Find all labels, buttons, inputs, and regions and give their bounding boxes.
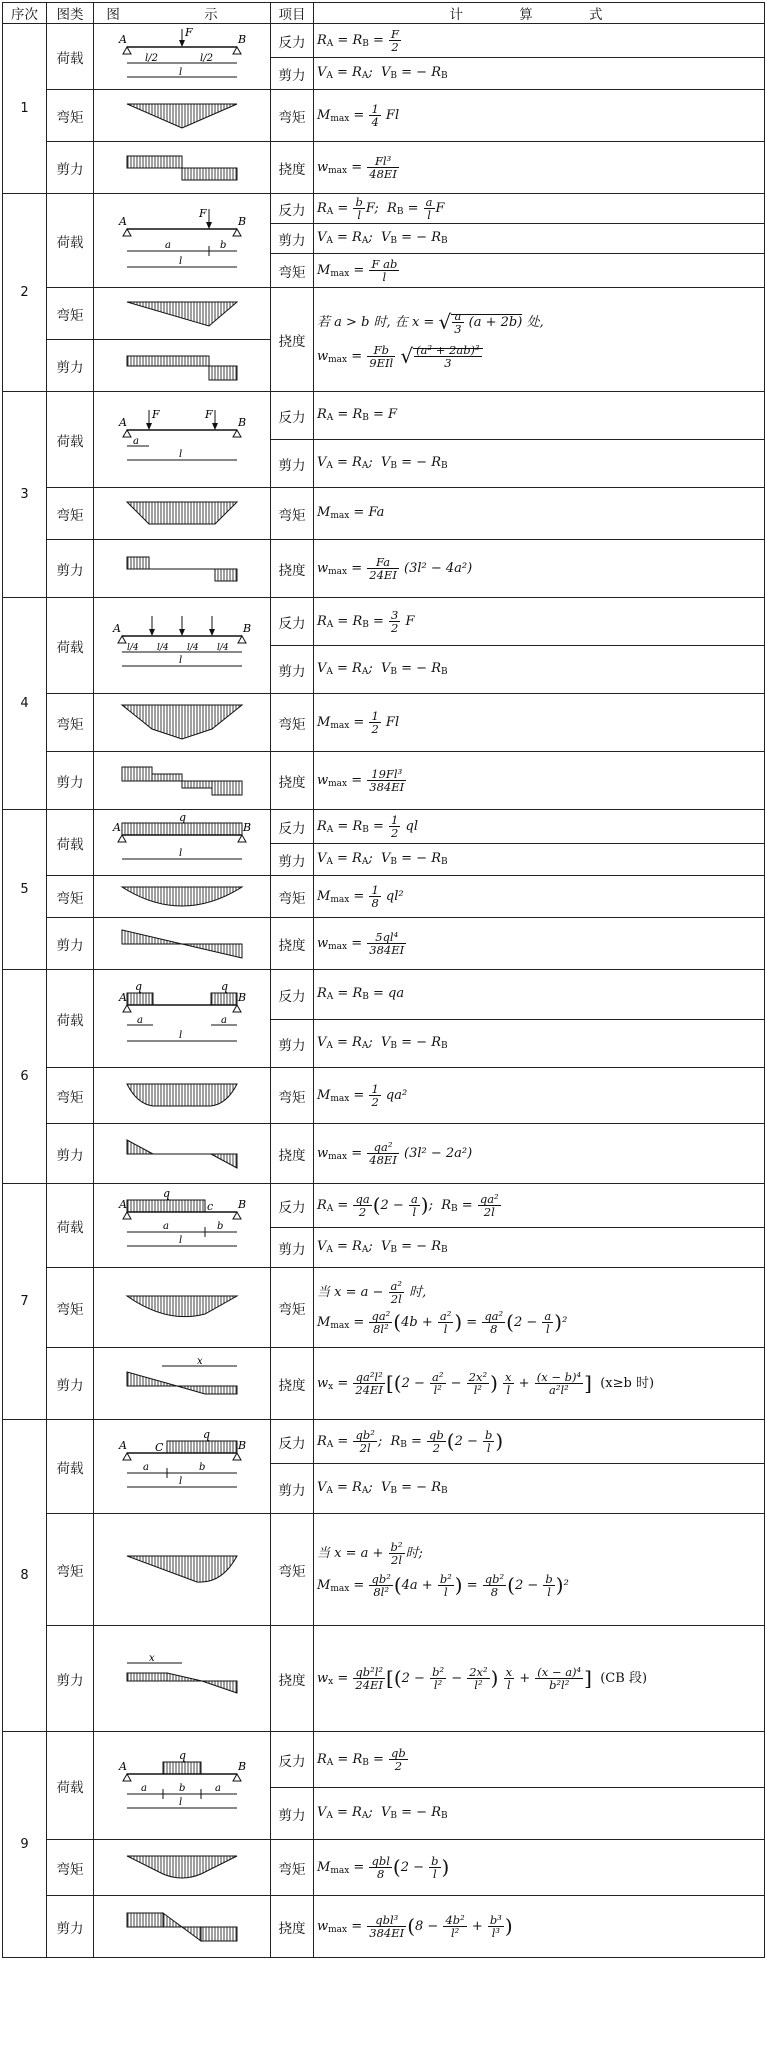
table-row: [3, 876, 765, 918]
formula-shear: $V_A = R_A$; $V_B$ = − $R_B$: [314, 440, 765, 488]
item-defl: 挠度: [271, 142, 314, 194]
cat-shear: 剪力: [47, 540, 94, 598]
formula-react: $R_A = R_B$ = $\frac{F}{2}$: [314, 24, 765, 58]
row-number: 7: [3, 1184, 47, 1420]
table-row: [3, 1626, 765, 1732]
table-row: [3, 1068, 765, 1124]
defl-note: (CB 段): [600, 1671, 648, 1686]
item-shear: 剪力: [271, 1788, 314, 1840]
label-F: F: [152, 407, 160, 421]
label-A: A: [113, 820, 121, 834]
item-defl: 挠度: [271, 288, 314, 392]
label-a: a: [215, 1782, 221, 1794]
label-b: b: [199, 1461, 206, 1473]
item-moment: 弯矩: [271, 1840, 314, 1896]
row-number: 2: [3, 194, 47, 392]
item-moment: 弯矩: [271, 1268, 314, 1348]
formula-moment: $M_{max}$ = $\frac{1}{8}$ ql²: [314, 876, 765, 918]
formula-shear: $V_A = R_A$; $V_B$ = − $R_B$: [314, 646, 765, 694]
formula-moment: $M_{max} = Fa$: [314, 488, 765, 540]
cat-load: 荷载: [47, 970, 94, 1068]
label-l4: l/4: [217, 642, 229, 653]
cat-load: 荷载: [47, 810, 94, 876]
label-q: q: [179, 1748, 187, 1762]
table-row: [3, 918, 765, 970]
load-diagram: [94, 810, 271, 876]
formula-shear: $V_A = R_A$; $V_B$ = − $R_B$: [314, 224, 765, 254]
item-react: 反力: [271, 598, 314, 646]
item-react: 反力: [271, 970, 314, 1020]
moment-diagram: [94, 90, 271, 142]
label-C: C: [155, 1440, 164, 1454]
formula-moment: $M_{max}$ = $\frac{\text{F ab}}{l}$: [314, 254, 765, 288]
table-row: [3, 1420, 765, 1464]
formula-moment: $M_{max}$ = $\frac{\text{qbl}}{8}$ (2 − $\frac{b}{l}$ ): [314, 1840, 765, 1896]
formula-shear: $V_A = R_A$; $V_B$ = − $R_B$: [314, 58, 765, 90]
table-row: [3, 810, 765, 844]
label-B: B: [243, 820, 252, 834]
label-B: B: [238, 32, 247, 46]
formula-react: $R_A$ = $\frac{qa}{2}$ (2 − $\frac{a}{l}$ ); $R_B$ = $\frac{\text{qa²}}{2l}$: [314, 1184, 765, 1228]
load-diagram: [94, 598, 271, 694]
row-number: 5: [3, 810, 47, 970]
table-row: [3, 1124, 765, 1184]
label-b: b: [179, 1782, 186, 1794]
label-l: l: [179, 1234, 183, 1246]
defl-note: (x≥b 时): [600, 1376, 655, 1391]
cat-load: 荷载: [47, 24, 94, 90]
formula-react: $R_A = R_B$ = $\frac{1}{2}$ ql: [314, 810, 765, 844]
cat-moment: 弯矩: [47, 694, 94, 752]
formula-shear: $V_A = R_A$; $V_B$ = − $R_B$: [314, 1464, 765, 1514]
label-A: A: [119, 415, 127, 429]
formula-defl: $w_{max}$ = $\frac{\text{qbl³}}{384EI}$ (8 − $\frac{\text{4b²}}{\text{l²}}$ + $\frac{\text{b³}}{\text{l³}}$ ): [314, 1896, 765, 1958]
formula-react: $R_A$ = $\frac{\text{qb²}}{2l}$ ; $R_B$ = $\frac{qb}{2}$ (2 − $\frac{b}{l}$ ): [314, 1420, 765, 1464]
formula-shear: $V_A = R_A$; $V_B$ = − $R_B$: [314, 1788, 765, 1840]
label-q: q: [203, 1428, 211, 1441]
item-react: 反力: [271, 1184, 314, 1228]
cat-load: 荷载: [47, 1184, 94, 1268]
cat-shear: 剪力: [47, 340, 94, 392]
formula-react: $R_A = R_B$ = $\frac{qb}{2}$: [314, 1732, 765, 1788]
load-diagram: [94, 392, 271, 488]
item-moment: 弯矩: [271, 876, 314, 918]
header-seq: 序次: [3, 3, 47, 24]
label-l: l: [179, 66, 183, 78]
moment-diagram: [94, 1068, 271, 1124]
label-l: l: [179, 847, 183, 859]
label-B: B: [238, 1759, 247, 1773]
shear-diagram: [94, 142, 271, 194]
label-q: q: [221, 979, 229, 993]
label-A: A: [119, 32, 127, 46]
table-header: [3, 3, 765, 24]
item-defl: 挠度: [271, 918, 314, 970]
item-defl: 挠度: [271, 1124, 314, 1184]
item-defl: 挠度: [271, 1348, 314, 1420]
item-shear: 剪力: [271, 440, 314, 488]
label-F: F: [199, 206, 207, 220]
header-formula: 计 算 式: [314, 3, 765, 24]
table-row: [3, 1732, 765, 1788]
table-row: [3, 194, 765, 224]
shear-diagram: [94, 752, 271, 810]
cat-moment: 弯矩: [47, 1840, 94, 1896]
label-b: b: [220, 239, 227, 251]
cat-moment: 弯矩: [47, 1068, 94, 1124]
item-moment: 弯矩: [271, 488, 314, 540]
label-B: B: [238, 1438, 247, 1452]
formula-defl: $w_{max}$ = $\frac{\text{Fl³}}{48EI}$: [314, 142, 765, 194]
table-row: [3, 1896, 765, 1958]
label-l4: l/4: [187, 642, 199, 653]
table-row: [3, 694, 765, 752]
label-q: q: [179, 812, 187, 824]
header-diagram: 图 示: [94, 3, 271, 24]
cat-load: 荷载: [47, 1732, 94, 1840]
cat-shear: 剪力: [47, 1124, 94, 1184]
formula-defl: $w_{max}$ = $\frac{\text{19Fl³}}{384EI}$: [314, 752, 765, 810]
label-A: A: [113, 621, 121, 635]
item-shear: 剪力: [271, 646, 314, 694]
table-row: [3, 288, 765, 340]
shear-diagram: [94, 540, 271, 598]
label-q: q: [163, 1187, 171, 1200]
item-defl: 挠度: [271, 540, 314, 598]
row-number: 8: [3, 1420, 47, 1732]
item-shear: 剪力: [271, 224, 314, 254]
formula-defl: $w_{max}$ = $\frac{Fa}{24EI}$ (3l² − 4a²): [314, 540, 765, 598]
formula-defl: $w_{max}$ = $\frac{\text{5ql⁴}}{384EI}$: [314, 918, 765, 970]
label-l: l: [179, 448, 183, 460]
item-defl: 挠度: [271, 752, 314, 810]
formula-defl: 若 a > b 时, 在 x = √ $\frac{a}{3}$ (a + 2b) 处, $w_{max}$ = $\frac{Fb}{\text{9EIl}}$ √ $\frac{\text{(a² + 2ab)³}}{3}$: [314, 288, 765, 392]
header-item: 项目: [271, 3, 314, 24]
moment-diagram: [94, 1840, 271, 1896]
label-l2: l/2: [200, 52, 213, 64]
shear-diagram: [94, 1626, 271, 1732]
item-react: 反力: [271, 24, 314, 58]
table-row: [3, 1268, 765, 1348]
label-a: a: [143, 1461, 149, 1473]
shear-diagram: [94, 340, 271, 392]
cat-load: 荷载: [47, 1420, 94, 1514]
item-react: 反力: [271, 1732, 314, 1788]
label-l: l: [179, 255, 183, 267]
formula-defl: $w_x$ = $\frac{\text{qb²l²}}{24EI}$ [(2 − $\frac{\text{b²}}{\text{l²}}$ − $\frac{\text{2x²}}{\text{l²}}$ ) $\frac{x}{l}$ + $\frac{\text{(x − a)⁴}}{\text{b²l²}}$ ] (CB 段): [314, 1626, 765, 1732]
item-moment: 弯矩: [271, 1068, 314, 1124]
formula-react: $R_A = R_B = F$: [314, 392, 765, 440]
label-B: B: [238, 415, 247, 429]
label-l: l: [179, 1796, 183, 1808]
label-x: x: [197, 1355, 203, 1367]
table-row: [3, 24, 765, 58]
table-row: [3, 970, 765, 1020]
table-row: [3, 752, 765, 810]
label-a: a: [163, 1220, 169, 1232]
cat-shear: 剪力: [47, 1626, 94, 1732]
cat-shear: 剪力: [47, 752, 94, 810]
header-cat: 图类: [47, 3, 94, 24]
cat-load: 荷载: [47, 392, 94, 488]
table-row: [3, 1840, 765, 1896]
cat-moment: 弯矩: [47, 288, 94, 340]
label-a: a: [221, 1014, 227, 1026]
formula-moment: 当 x = a − $\frac{\text{a²}}{2l}$ 时, $M_{max}$ = $\frac{\text{qa²}}{\text{8l²}}$ (4b + $\frac{\text{a²}}{l}$ ) = $\frac{\text{qa²}}{8}$ (2 − $\frac{a}{l}$ )²: [314, 1268, 765, 1348]
table-row: [3, 392, 765, 440]
table-row: [3, 142, 765, 194]
item-moment: 弯矩: [271, 694, 314, 752]
row-number: 6: [3, 970, 47, 1184]
formula-moment: $M_{max}$ = $\frac{1}{4}$ Fl: [314, 90, 765, 142]
item-defl: 挠度: [271, 1896, 314, 1958]
item-shear: 剪力: [271, 58, 314, 90]
row-number: 9: [3, 1732, 47, 1958]
cat-load: 荷载: [47, 194, 94, 288]
label-F: F: [185, 26, 193, 39]
label-A: A: [119, 1438, 127, 1452]
label-a: a: [133, 435, 139, 447]
cat-moment: 弯矩: [47, 488, 94, 540]
item-react: 反力: [271, 194, 314, 224]
item-shear: 剪力: [271, 844, 314, 876]
cat-shear: 剪力: [47, 918, 94, 970]
formula-shear: $V_A = R_A$; $V_B$ = − $R_B$: [314, 1228, 765, 1268]
item-react: 反力: [271, 1420, 314, 1464]
moment-diagram: [94, 488, 271, 540]
formula-defl: $w_{max}$ = $\frac{\text{qa²}}{48EI}$ (3l² − 2a²): [314, 1124, 765, 1184]
formula-react: $R_A = R_B$ = $\frac{3}{2}$ F: [314, 598, 765, 646]
item-react: 反力: [271, 810, 314, 844]
load-diagram: [94, 1732, 271, 1840]
row-number: 4: [3, 598, 47, 810]
load-diagram: [94, 1184, 271, 1268]
item-shear: 剪力: [271, 1228, 314, 1268]
load-diagram: [94, 970, 271, 1068]
label-a: a: [137, 1014, 143, 1026]
item-shear: 剪力: [271, 1464, 314, 1514]
formula-moment: $M_{max}$ = $\frac{1}{2}$ qa²: [314, 1068, 765, 1124]
table-row: [3, 1348, 765, 1420]
cat-shear: 剪力: [47, 1896, 94, 1958]
table-row: [3, 488, 765, 540]
formula-react: $R_A$ = $\frac{b}{l}$ F; $R_B$ = $\frac{a}{l}$ F: [314, 194, 765, 224]
label-b: b: [217, 1220, 224, 1232]
moment-diagram: [94, 1268, 271, 1348]
label-B: B: [238, 214, 247, 228]
table-row: [3, 1184, 765, 1228]
cat-moment: 弯矩: [47, 1268, 94, 1348]
formula-defl: $w_x$ = $\frac{\text{qa²l²}}{24EI}$ [(2 − $\frac{\text{a²}}{\text{l²}}$ − $\frac{\text{2x²}}{\text{l²}}$ ) $\frac{x}{l}$ + $\frac{\text{(x − b)⁴}}{\text{a²l²}}$ ] (x≥b 时): [314, 1348, 765, 1420]
item-moment: 弯矩: [271, 254, 314, 288]
label-B: B: [238, 1197, 247, 1211]
label-F: F: [205, 407, 213, 421]
formula-shear: $V_A = R_A$; $V_B$ = − $R_B$: [314, 1020, 765, 1068]
item-moment: 弯矩: [271, 1514, 314, 1626]
moment-diagram: [94, 694, 271, 752]
label-l2: l/2: [145, 52, 158, 64]
moment-diagram: [94, 288, 271, 340]
label-a: a: [165, 239, 171, 251]
label-x: x: [149, 1652, 155, 1664]
table-row: [3, 598, 765, 646]
label-a: a: [141, 1782, 147, 1794]
label-B: B: [238, 990, 247, 1004]
moment-diagram: [94, 1514, 271, 1626]
cat-moment: 弯矩: [47, 90, 94, 142]
item-defl: 挠度: [271, 1626, 314, 1732]
label-l: l: [179, 654, 183, 666]
item-react: 反力: [271, 392, 314, 440]
cat-load: 荷载: [47, 598, 94, 694]
label-A: A: [119, 1197, 127, 1211]
label-B: B: [243, 621, 252, 635]
table-row: [3, 1514, 765, 1626]
item-shear: 剪力: [271, 1020, 314, 1068]
table-row: [3, 540, 765, 598]
label-q: q: [135, 979, 143, 993]
label-A: A: [119, 990, 127, 1004]
cat-moment: 弯矩: [47, 876, 94, 918]
load-diagram: [94, 194, 271, 288]
table-row: [3, 90, 765, 142]
formula-shear: $V_A = R_A$; $V_B$ = − $R_B$: [314, 844, 765, 876]
shear-diagram: [94, 1348, 271, 1420]
cat-moment: 弯矩: [47, 1514, 94, 1626]
shear-diagram: [94, 1124, 271, 1184]
formula-react: $R_A = R_B$ = qa: [314, 970, 765, 1020]
label-l: l: [179, 1029, 183, 1041]
load-diagram: [94, 1420, 271, 1514]
label-l: l: [179, 1475, 183, 1487]
label-A: A: [119, 1759, 127, 1773]
shear-diagram: [94, 1896, 271, 1958]
cat-shear: 剪力: [47, 142, 94, 194]
label-l4: l/4: [157, 642, 169, 653]
shear-diagram: [94, 918, 271, 970]
label-l4: l/4: [127, 642, 139, 653]
item-moment: 弯矩: [271, 90, 314, 142]
load-diagram: [94, 24, 271, 90]
cat-shear: 剪力: [47, 1348, 94, 1420]
label-c: c: [207, 1199, 214, 1213]
formula-moment: $M_{max}$ = $\frac{1}{2}$ Fl: [314, 694, 765, 752]
beam-formula-table: [2, 2, 765, 1958]
moment-diagram: [94, 876, 271, 918]
row-number: 1: [3, 24, 47, 194]
row-number: 3: [3, 392, 47, 598]
label-A: A: [119, 214, 127, 228]
formula-moment: 当 x = a + $\frac{\text{b²}}{2l}$ 时; $M_{max}$ = $\frac{\text{qb²}}{\text{8l²}}$ (4a + $\frac{\text{b²}}{l}$ ) = $\frac{\text{qb²}}{8}$ (2 − $\frac{b}{l}$ )²: [314, 1514, 765, 1626]
